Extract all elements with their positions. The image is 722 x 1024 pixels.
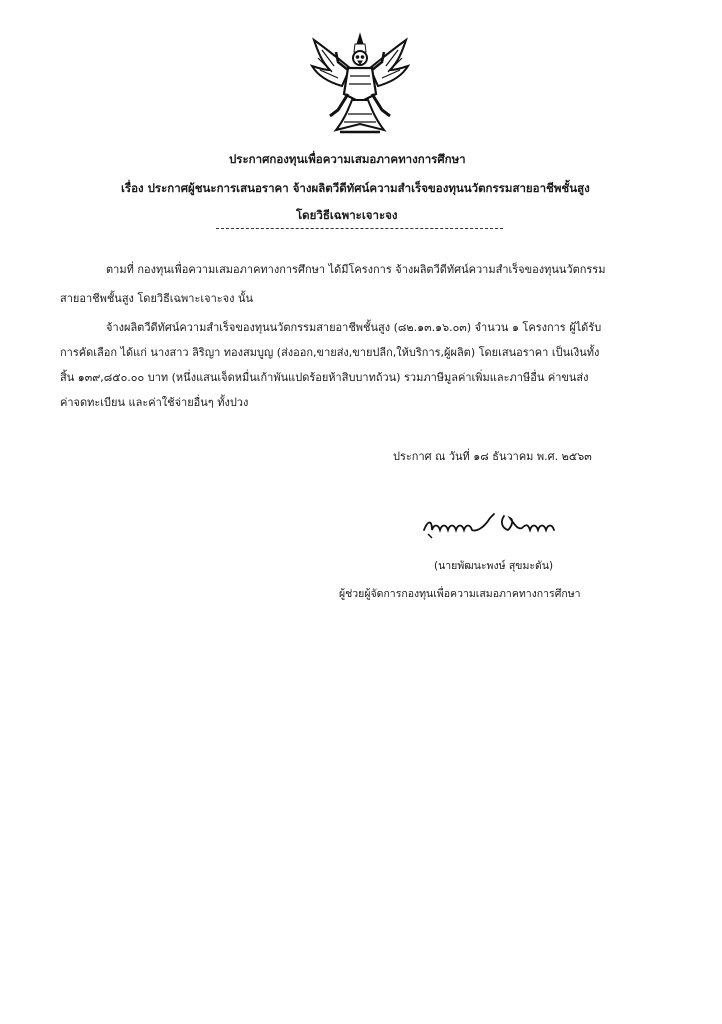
garuda-emblem-icon (300, 32, 420, 136)
body-line: สิ้น ๑๓๙,๘๕๐.๐๐ บาท (หนึ่งแสนเจ็ดหมื่นเก้าพันแปดร้อยห้าสิบบาทถ้วน) รวมภาษีมูลค่าเพิ่มและภาษีอื่น ค่าขนส่ง (60, 371, 589, 384)
divider-rule (216, 228, 503, 229)
announcement-date: ประกาศ ณ วันที่ ๑๘ ธันวาคม พ.ศ. ๒๕๖๓ (393, 450, 592, 463)
body-line: ตามที่ กองทุนเพื่อความเสมอภาคทางการศึกษา ได้มีโครงการ จ้างผลิตวีดีทัศน์ความสำเร็จของทุนนวัตกรรม (106, 263, 606, 276)
announcement-subject: เรื่อง ประกาศผู้ชนะการเสนอราคา จ้างผลิตวีดีทัศน์ความสำเร็จของทุนนวัตกรรมสายอาชีพชั้นสูง (121, 181, 590, 195)
body-line: จ้างผลิตวีดีทัศน์ความสำเร็จของทุนนวัตกรรมสายอาชีพชั้นสูง (๘๒.๑๓.๑๖.๐๓) จำนวน ๑ โครงการ ผู้ได้รับ (106, 321, 602, 334)
handwritten-signature-icon (420, 508, 570, 544)
signatory-position: ผู้ช่วยผู้จัดการกองทุนเพื่อความเสมอภาคทางการศึกษา (339, 588, 581, 600)
body-line: การคัดเลือก ได้แก่ นางสาว ลิริญา ทองสมบูญ (ส่งออก,ขายส่ง,ขายปลีก,ให้บริการ,ผู้ผลิต) โดยเสนอราคา เป็นเงินทั้ง (60, 346, 600, 359)
body-line: ค่าจดทะเบียน และค่าใช้จ่ายอื่นๆ ทั้งปวง (60, 396, 249, 409)
signatory-name: (นายพัฒนะพงษ์ สุขมะดัน) (434, 560, 554, 572)
body-line: สายอาชีพชั้นสูง โดยวิธีเฉพาะเจาะจง นั้น (60, 292, 254, 305)
announcement-title: ประกาศกองทุนเพื่อความเสมอภาคทางการศึกษา (229, 152, 466, 166)
procurement-method: โดยวิธีเฉพาะเจาะจง (296, 208, 398, 222)
